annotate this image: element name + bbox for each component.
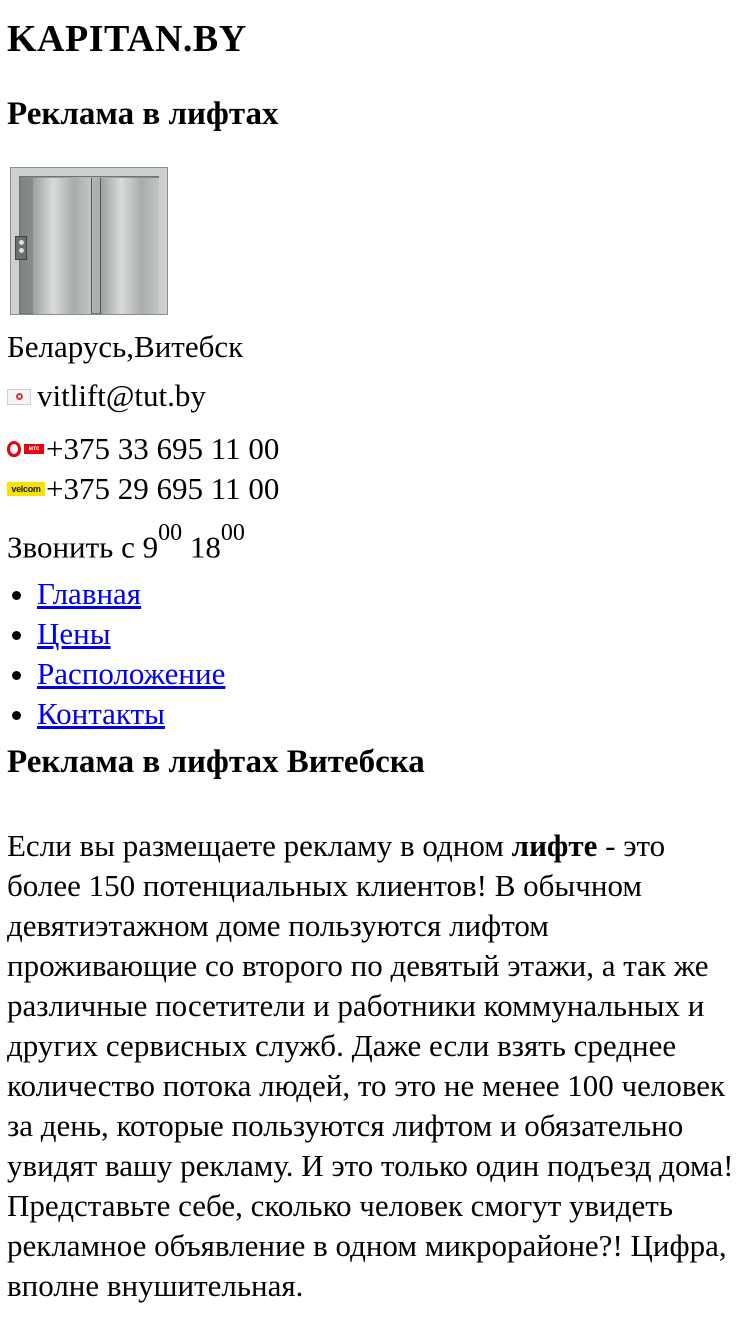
- velcom-logo-icon: velcom: [7, 482, 45, 496]
- location-text: Беларусь,Витебск: [7, 329, 244, 364]
- site-subtitle: Реклама в лифтах: [7, 96, 279, 132]
- email-address[interactable]: vitlift@tut.by: [37, 378, 206, 413]
- mts-logo-icon: мтс: [7, 441, 45, 457]
- nav-link-prices[interactable]: Цены: [37, 616, 111, 652]
- elevator-doors-image: [10, 167, 168, 315]
- elevator-button-panel: [15, 236, 27, 260]
- nav-item-home: [37, 574, 743, 614]
- nav-item-prices: [37, 614, 743, 654]
- phone-row-velcom: [7, 469, 743, 509]
- intro-paragraph: Если вы размещаете рекламу в одном лифте - это более 150 потенциальных клиентов! В обычном девятиэтажном доме пользуются лифтом проживающие со второго по девятый этажи, а так же различные посетители и работники коммунальных и других сервисных служб. Даже если взять среднее количество потока людей, то это не менее 100 человек за день, которые пользуются лифтом и обязательно увидят вашу рекламу. И это только один подъезд дома! Представьте себе, сколько человек смогут увидеть рекламное объявление в одном микрорайоне?! Цифра, вполне внушительная.: [7, 828, 734, 1304]
- call-hours: Звонить с $9^{00}$ $18^{00}$: [7, 520, 245, 565]
- main-nav: [7, 574, 743, 734]
- mail-icon: [7, 389, 31, 405]
- section-title: Реклама в лифтах Витебска: [7, 744, 425, 781]
- phone-number-mts[interactable]: +375 33 695 11 00: [46, 431, 280, 466]
- site-title[interactable]: KAPITAN.BY: [7, 18, 247, 60]
- phone-list: [7, 429, 743, 509]
- nav-item-location: [37, 654, 743, 694]
- phone-number-velcom[interactable]: +375 29 695 11 00: [46, 471, 280, 506]
- elevator-door-right: [100, 178, 159, 314]
- nav-item-contacts: [37, 694, 743, 734]
- phone-row-mts: [7, 429, 743, 469]
- elevator-door-left: [33, 178, 92, 314]
- nav-link-home[interactable]: Главная: [37, 576, 142, 612]
- nav-link-contacts[interactable]: Контакты: [37, 696, 165, 732]
- email-row: [7, 380, 743, 411]
- nav-link-location[interactable]: Расположение: [37, 656, 226, 692]
